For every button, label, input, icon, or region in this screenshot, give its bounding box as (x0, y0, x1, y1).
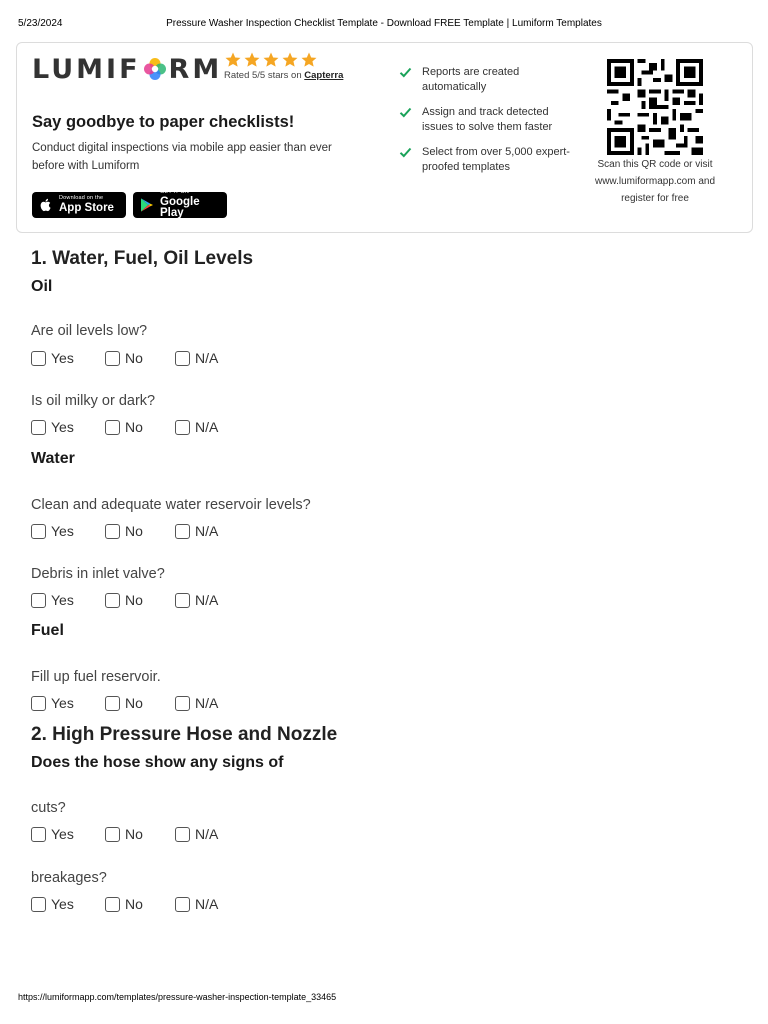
option-yes[interactable] (31, 592, 74, 608)
qr-caption: Scan this QR code or visit www.lumiformapp.com and register for free (594, 159, 716, 204)
option-no[interactable] (105, 695, 143, 711)
checkbox[interactable] (31, 593, 46, 608)
subsection-title-water: Water (31, 450, 75, 467)
checkbox[interactable] (175, 351, 190, 366)
promo-banner (16, 42, 753, 233)
checkbox[interactable] (31, 420, 46, 435)
checkbox[interactable] (105, 593, 120, 608)
benefit-text: Select from over 5,000 expert-proofed templates (422, 146, 570, 173)
promo-heading: Say goodbye to paper checklists! (32, 113, 295, 131)
star-icon (262, 51, 280, 69)
checkbox[interactable] (105, 524, 120, 539)
option-label: No (125, 826, 143, 842)
question-label: Is oil milky or dark? (31, 393, 156, 409)
print-header (18, 18, 750, 32)
checkbox[interactable] (105, 420, 120, 435)
question-label: Fill up fuel reservoir. (31, 669, 161, 685)
option-yes[interactable] (31, 896, 74, 912)
question-label: cuts? (31, 800, 66, 816)
google-play-icon (139, 197, 155, 213)
option-label: Yes (51, 419, 74, 435)
checkbox[interactable] (175, 593, 190, 608)
rating-stars (224, 51, 343, 69)
option-label: No (125, 419, 143, 435)
option-no[interactable] (105, 419, 143, 435)
checkbox[interactable] (105, 351, 120, 366)
question-label: Clean and adequate water reservoir levels? (31, 497, 311, 513)
section-title: 2. High Pressure Hose and Nozzle (31, 724, 338, 745)
option-no[interactable] (105, 896, 143, 912)
option-label: N/A (195, 695, 219, 711)
option-no[interactable] (105, 826, 143, 842)
checkbox[interactable] (31, 827, 46, 842)
option-label: N/A (195, 419, 219, 435)
checkbox[interactable] (175, 897, 190, 912)
rating (224, 51, 343, 81)
checkbox[interactable] (175, 420, 190, 435)
option-yes[interactable] (31, 523, 74, 539)
app-store-big: App Store (59, 201, 114, 214)
checkbox[interactable] (31, 897, 46, 912)
option-label: N/A (195, 826, 219, 842)
option-label: Yes (51, 695, 74, 711)
checkbox[interactable] (175, 524, 190, 539)
print-title: Pressure Washer Inspection Checklist Template - Download FREE Template | Lumiform Templates (166, 18, 602, 29)
qr-code-icon (605, 59, 705, 155)
logo-text-right: RM (168, 53, 223, 85)
option-label: No (125, 523, 143, 539)
option-na[interactable] (175, 523, 218, 539)
subsection-title-hose: Does the hose show any signs of (31, 754, 284, 771)
option-yes[interactable] (31, 419, 74, 435)
checkbox[interactable] (105, 897, 120, 912)
benefit-item (397, 65, 577, 95)
question-label: Debris in inlet valve? (31, 566, 165, 582)
check-icon (399, 107, 412, 118)
google-play-small: GET IT ON (160, 189, 190, 196)
option-label: N/A (195, 523, 219, 539)
star-icon (300, 51, 318, 69)
option-yes[interactable] (31, 826, 74, 842)
option-na[interactable] (175, 350, 218, 366)
option-yes[interactable] (31, 695, 74, 711)
option-na[interactable] (175, 826, 218, 842)
question-label: breakages? (31, 870, 107, 886)
option-label: N/A (195, 350, 219, 366)
section-title: 1. Water, Fuel, Oil Levels (31, 248, 254, 269)
benefit-text: Reports are created automatically (422, 66, 520, 93)
checkbox[interactable] (175, 827, 190, 842)
star-icon (281, 51, 299, 69)
subsection-title-oil: Oil (31, 278, 53, 295)
option-na[interactable] (175, 896, 218, 912)
app-store-small: Download on the (59, 195, 104, 201)
logo-text-left: LUMIF (32, 53, 141, 85)
option-label: N/A (195, 896, 219, 912)
benefit-item (397, 105, 577, 135)
benefit-text: Assign and track detected issues to solve them faster (422, 106, 553, 133)
option-label: No (125, 695, 143, 711)
checkbox[interactable] (105, 827, 120, 842)
capterra-link[interactable]: Capterra (304, 70, 344, 81)
option-label: Yes (51, 896, 74, 912)
option-no[interactable] (105, 350, 143, 366)
apple-icon (38, 197, 54, 213)
option-label: No (125, 896, 143, 912)
option-na[interactable] (175, 695, 218, 711)
rating-prefix: Rated 5/5 stars on (224, 70, 305, 81)
option-label: Yes (51, 592, 74, 608)
star-icon (224, 51, 242, 69)
option-label: N/A (195, 592, 219, 608)
option-label: Yes (51, 523, 74, 539)
checkbox[interactable] (105, 696, 120, 711)
promo-description: Conduct digital inspections via mobile app easier than ever before with Lumiform (32, 142, 332, 172)
option-na[interactable] (175, 592, 218, 608)
check-icon (399, 147, 412, 158)
star-icon (243, 51, 261, 69)
option-label: Yes (51, 350, 74, 366)
benefits-list (397, 65, 577, 185)
option-label: Yes (51, 826, 74, 842)
checkbox[interactable] (31, 351, 46, 366)
option-label: No (125, 350, 143, 366)
option-yes[interactable] (31, 350, 74, 366)
print-footer-url: https://lumiformapp.com/templates/pressure-washer-inspection-template_33465 (18, 992, 337, 1002)
app-store-button[interactable] (32, 192, 126, 218)
benefit-item (397, 145, 577, 175)
checkbox[interactable] (175, 696, 190, 711)
google-play-button[interactable] (133, 189, 227, 220)
check-icon (399, 67, 412, 78)
option-na[interactable] (175, 419, 218, 435)
lumiform-logo[interactable] (32, 55, 222, 83)
checkbox[interactable] (31, 524, 46, 539)
checkbox[interactable] (31, 696, 46, 711)
google-play-big: Google Play (160, 195, 200, 220)
logo-flower-icon (143, 57, 167, 81)
option-no[interactable] (105, 592, 143, 608)
option-label: No (125, 592, 143, 608)
rating-text (224, 70, 343, 81)
question-label: Are oil levels low? (31, 323, 148, 339)
print-date: 5/23/2024 (18, 18, 63, 29)
option-no[interactable] (105, 523, 143, 539)
subsection-title-fuel: Fuel (31, 622, 64, 639)
